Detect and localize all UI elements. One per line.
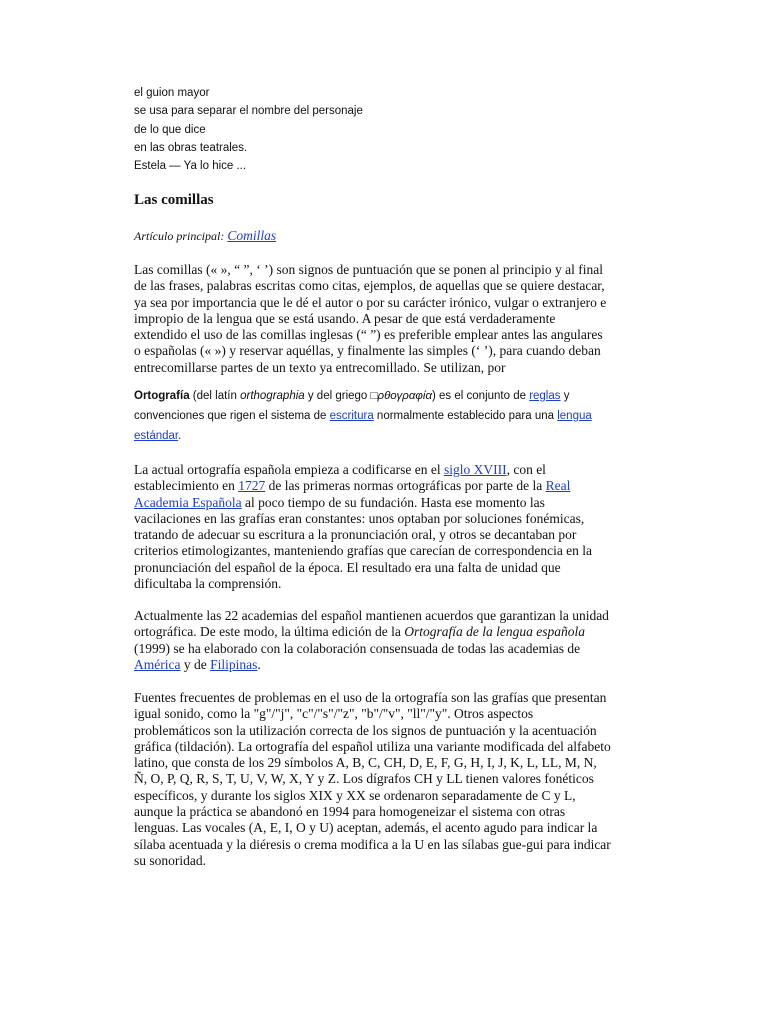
- text-span: convenciones que rigen el sistema de: [134, 410, 330, 422]
- comillas-link[interactable]: Comillas: [227, 228, 277, 243]
- text-span: .: [257, 656, 261, 672]
- academia-espanola-link[interactable]: Academia Española: [134, 494, 242, 510]
- siglo-xviii-link[interactable]: siglo XVIII: [443, 462, 507, 477]
- text-line: de lo que dice: [134, 123, 206, 136]
- text-line: de las frases, palabras escritas como citas, ejemplos, de aquellas que se quiere destacar,: [134, 278, 605, 294]
- text-span: La actual ortografía española empieza a codificarse en el: [134, 462, 444, 477]
- year-1727-link[interactable]: 1727: [238, 478, 266, 494]
- ortografia-definition: [134, 386, 624, 446]
- main-article-note: [134, 228, 276, 244]
- text-line: Ñ, O, P, Q, R, S, T, U, V, W, X, Y y Z. Los dígrafos CH y LL tienen valores fonéticos: [134, 771, 594, 787]
- estandar-link[interactable]: estándar: [134, 430, 179, 442]
- text-line: latino, que consta de los 29 símbolos A, B, C, CH, D, E, F, G, H, I, J, K, L, LL, M, N,: [134, 755, 597, 771]
- text-line: [134, 406, 624, 426]
- text-line: Actualmente las 22 academias del español mantienen acuerdos que garantizan la unidad: [134, 608, 609, 623]
- text-line: Estela — Ya lo hice ...: [134, 160, 247, 173]
- text-line: [134, 386, 624, 406]
- text-span: ) es el conjunto de: [432, 390, 530, 402]
- text-span: y del griego: [304, 390, 371, 402]
- escritura-link[interactable]: escritura: [329, 410, 374, 422]
- text-span: de las primeras normas ortográficas por parte de la: [265, 478, 546, 494]
- text-line: o españolas (« ») y reservar aquéllas, y finalmente las simples (‘ ’), para cuando deban: [134, 343, 601, 359]
- text-span: al poco tiempo de su fundación. Hasta ese momento las: [241, 494, 545, 510]
- academias-paragraph: [134, 608, 624, 673]
- text-line: gráfica (tildación). La ortografía del español utiliza una variante modificada del alfabeto: [134, 738, 611, 754]
- fuentes-paragraph: [134, 690, 624, 869]
- actual-ortografia-paragraph: [134, 462, 624, 592]
- text-span: normalmente establecido para una: [373, 410, 558, 422]
- ortografia-term: Ortografía: [134, 390, 190, 402]
- main-article-prefix: Artículo principal:: [134, 229, 225, 243]
- text-line: [134, 495, 624, 511]
- text-line: dificultaba la comprensión.: [134, 576, 282, 592]
- guion-example: [134, 84, 634, 175]
- text-span: y de: [180, 656, 211, 672]
- text-line: [134, 462, 624, 478]
- text-line: ya sea por importancia que le dé el autor o por su carácter irónico, vulgar o extranjero e: [134, 294, 607, 310]
- real-academia-link[interactable]: Real: [545, 478, 571, 494]
- text-span: ortográfica. De este modo, la última edición de la: [134, 624, 405, 640]
- text-line: [134, 624, 624, 640]
- section-heading: Las comillas: [134, 192, 214, 208]
- text-line: lenguas. Las vocales (A, E, I, O y U) aceptan, además, el acento agudo para indicar la: [134, 820, 598, 836]
- text-line: se usa para separar el nombre del personaje: [134, 105, 363, 118]
- text-line: pronunciación del español de la época. El resultado era una falta de unidad que: [134, 559, 561, 575]
- text-line: criterios etimologizantes, manteniendo grafías que carecían de correspondencia en la: [134, 543, 593, 559]
- text-span: establecimiento en: [134, 478, 239, 494]
- text-line: entrecomillarse partes de un texto ya entrecomillado. Se utilizan, por: [134, 359, 506, 375]
- text-line: [134, 478, 624, 494]
- comillas-paragraph: [134, 262, 624, 376]
- text-line: sílaba acentuada y la diéresis o crema modifica a la U en las sílabas gue-gui para indicar: [134, 836, 611, 852]
- america-link[interactable]: América: [134, 656, 181, 672]
- text-line: igual sonido, como la "g"/"j", "c"/"s"/"z", "b"/"v", "ll"/"y". Otros aspectos: [134, 706, 534, 722]
- text-line: en las obras teatrales.: [134, 141, 248, 154]
- reglas-link[interactable]: reglas: [529, 390, 561, 402]
- lengua-link[interactable]: lengua: [557, 410, 592, 422]
- text-span: , con el: [506, 462, 546, 477]
- latin-word: orthographia: [240, 390, 305, 402]
- greek-word: □ρθογραφία: [370, 390, 433, 402]
- text-span: .: [178, 430, 182, 442]
- text-line: el guion mayor: [134, 87, 210, 99]
- text-line: Las comillas (« », “ ”, ‘ ’) son signos de puntuación que se ponen al principio y al final: [134, 262, 604, 277]
- text-line: tratando de adecuar su escritura a la pronunciación oral, y otros se decantaban por: [134, 527, 577, 543]
- text-line: su sonoridad.: [134, 852, 206, 868]
- filipinas-link[interactable]: Filipinas: [210, 656, 258, 672]
- text-line: problemáticos son la utilización correcta de los signos de puntuación y la acentuación: [134, 722, 597, 738]
- text-line: vacilaciones en las grafías eran constantes: unos optaban por soluciones fonémicas,: [134, 510, 585, 526]
- text-line: Fuentes frecuentes de problemas en el uso de la ortografía son las grafías que presentan: [134, 690, 607, 705]
- text-line: (1999) se ha elaborado con la colaboración consensuada de todas las academias de: [134, 640, 581, 656]
- text-line: aunque la práctica se abandonó en 1994 para homogeneizar el sistema con otras: [134, 804, 566, 820]
- text-line: [134, 657, 624, 673]
- book-title: Ortografía de la lengua española: [404, 624, 586, 640]
- text-span: (del latín: [189, 390, 241, 402]
- text-line: específicos, y durante los siglos XIX y XX se ordenaron separadamente de C y L,: [134, 787, 576, 803]
- text-line: impropio de la lengua que se está usando. A pesar de que está verdaderamente: [134, 310, 556, 326]
- text-line: extendido el uso de las comillas inglesas (“ ”) es preferible emplear antes las angulares: [134, 327, 603, 343]
- text-span: y: [560, 390, 570, 402]
- text-line: [134, 426, 624, 446]
